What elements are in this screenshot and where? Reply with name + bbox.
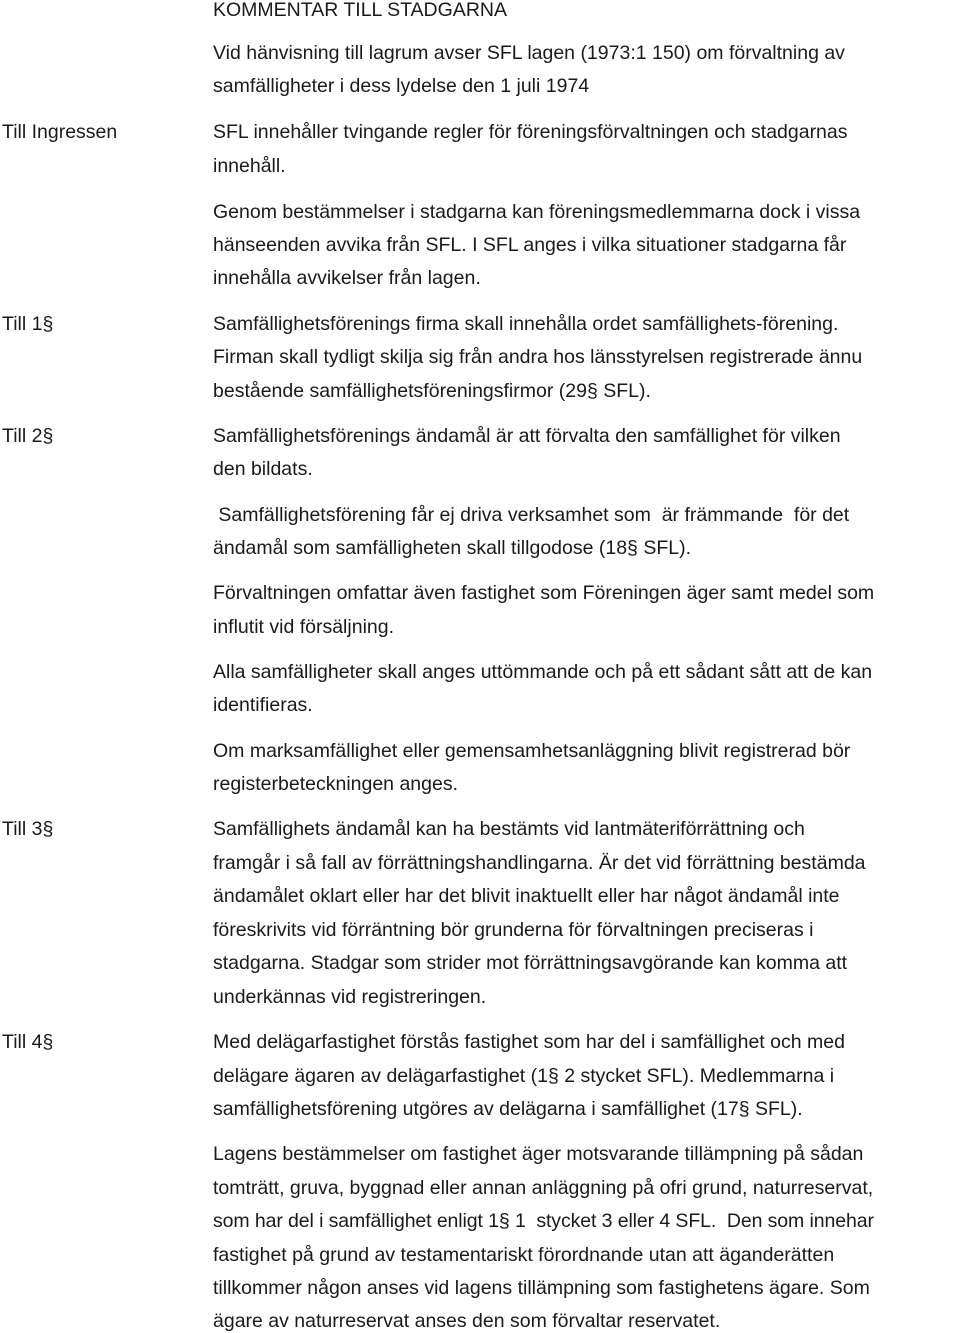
paragraph-line: Firman skall tydligt skilja sig från andra hos länsstyrelsen registrerade ännu — [213, 346, 863, 368]
paragraph-line: SFL innehåller tvingande regler för föreningsförvaltningen och stadgarnas — [213, 121, 848, 143]
paragraph-line: fastighet på grund av testamentariskt förordnande utan att äganderätten — [213, 1244, 835, 1266]
paragraph-line: Alla samfälligheter skall anges uttömmande och på ett sådant sått att de kan — [213, 661, 873, 683]
intro-line: Vid hänvisning till lagrum avser SFL lagen (1973:1 150) om förvaltning av — [213, 42, 845, 64]
paragraph-line: Samfällighetsförenings firma skall innehålla ordet samfällighets-förening. — [213, 313, 839, 335]
intro-line: samfälligheter i dess lydelse den 1 juli 1974 — [213, 75, 590, 97]
paragraph-line: Genom bestämmelser i stadgarna kan föreningsmedlemmarna dock i vissa — [213, 201, 861, 223]
paragraph-line: ändamålet oklart eller har det blivit inaktuellt eller har något ändamål inte — [213, 885, 840, 907]
paragraph-line: Samfällighetsförening får ej driva verksamhet som är främmande för det — [213, 504, 850, 526]
paragraph-line: samfällighetsförening utgöres av delägarna i samfällighet (17§ SFL). — [213, 1098, 803, 1120]
paragraph-line: Samfällighets ändamål kan ha bestämts vid lantmäteriförrättning och — [213, 818, 805, 840]
section-label-till-1: Till 1§ — [2, 313, 54, 335]
section-label-till-4: Till 4§ — [2, 1031, 54, 1053]
paragraph-line: hänseenden avvika från SFL. I SFL anges i vilka situationer stadgarna får — [213, 234, 847, 256]
paragraph-line: innehåll. — [213, 155, 286, 177]
paragraph-line: stadgarna. Stadgar som strider mot förrättningsavgörande kan komma att — [213, 952, 848, 974]
paragraph-line: tomträtt, gruva, byggnad eller annan anläggning på ofri grund, naturreservat, — [213, 1177, 874, 1199]
paragraph-line: registerbeteckningen anges. — [213, 773, 458, 795]
section-label-ingressen: Till Ingressen — [2, 121, 118, 143]
paragraph-line: Samfällighetsförenings ändamål är att förvalta den samfällighet för vilken — [213, 425, 841, 447]
paragraph-line: underkännas vid registreringen. — [213, 986, 487, 1008]
paragraph-line: delägare ägaren av delägarfastighet (1§ 2 stycket SFL). Medlemmarna i — [213, 1065, 835, 1087]
paragraph-line: identifieras. — [213, 694, 313, 716]
paragraph-line: föreskrivits vid förräntning bör grunderna för förvaltningen preciseras i — [213, 919, 814, 941]
paragraph-line: innehålla avvikelser från lagen. — [213, 267, 481, 289]
paragraph-line: ägare av naturreservat anses den som förvaltar reservatet. — [213, 1310, 721, 1332]
section-label-till-3: Till 3§ — [2, 818, 54, 840]
paragraph-line: Med delägarfastighet förstås fastighet som har del i samfällighet och med — [213, 1031, 845, 1053]
paragraph-line: ändamål som samfälligheten skall tillgodose (18§ SFL). — [213, 537, 691, 559]
paragraph-line: Förvaltningen omfattar även fastighet som Föreningen äger samt medel som — [213, 582, 875, 604]
section-label-till-2: Till 2§ — [2, 425, 54, 447]
paragraph-line: Om marksamfällighet eller gemensamhetsanläggning blivit registrerad bör — [213, 740, 851, 762]
paragraph-line: influtit vid försäljning. — [213, 616, 395, 638]
paragraph-line: Lagens bestämmelser om fastighet äger motsvarande tillämpning på sådan — [213, 1143, 864, 1165]
paragraph-line: som har del i samfällighet enligt 1§ 1 stycket 3 eller 4 SFL. Den som innehar — [213, 1210, 874, 1232]
paragraph-line: bestående samfällighetsföreningsfirmor (29§ SFL). — [213, 380, 651, 402]
paragraph-line: framgår i så fall av förrättningshandlingarna. Är det vid förrättning bestämda — [213, 852, 866, 874]
paragraph-line: den bildats. — [213, 458, 313, 480]
document-title: KOMMENTAR TILL STADGARNA — [213, 0, 507, 21]
paragraph-line: tillkommer någon anses vid lagens tillämpning som fastighetens ägare. Som — [213, 1277, 870, 1299]
